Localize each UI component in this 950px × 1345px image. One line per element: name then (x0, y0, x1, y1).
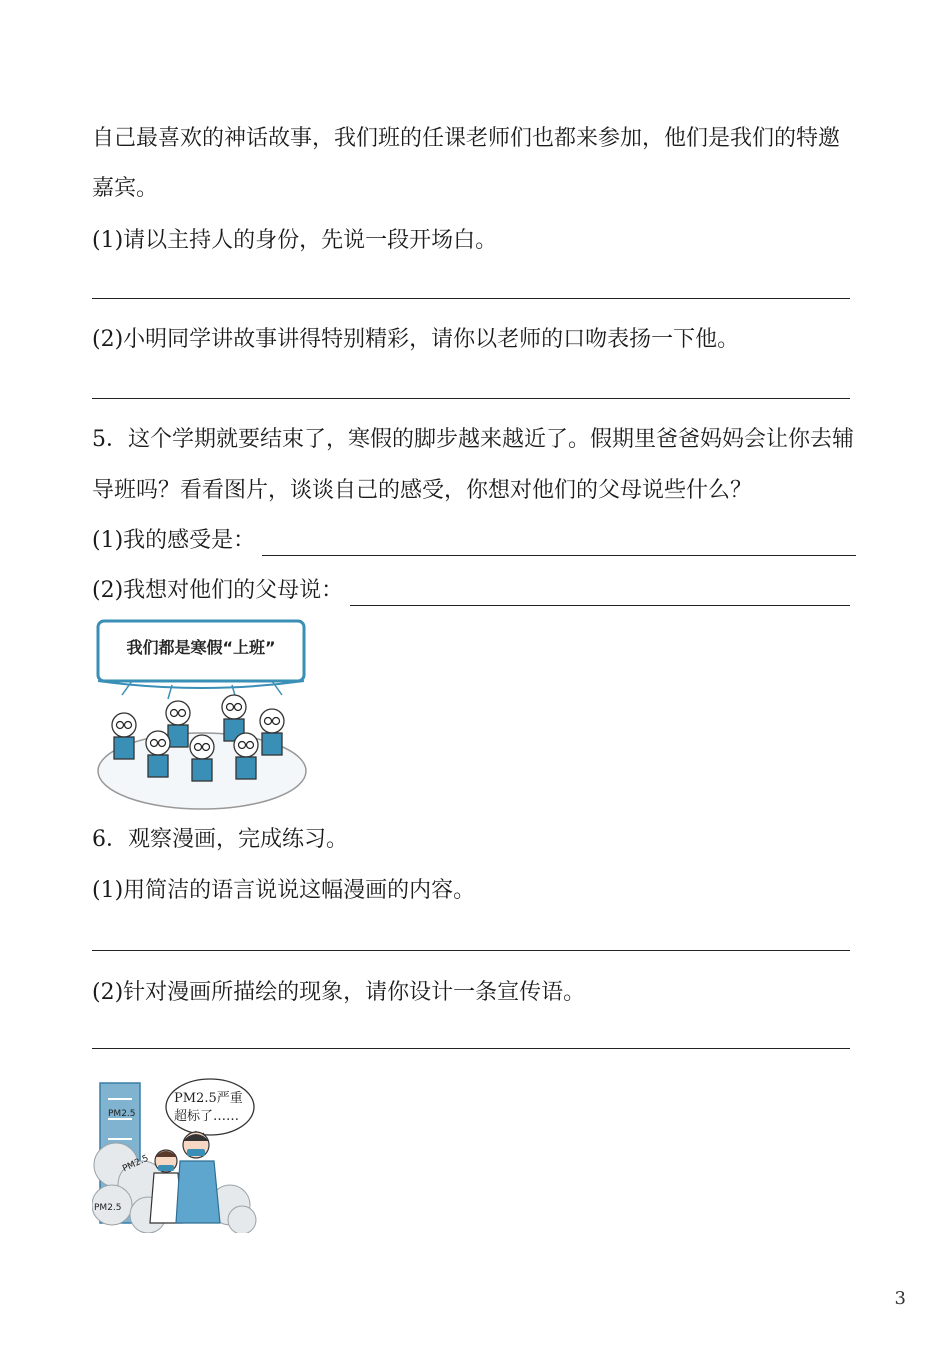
q5-sub1 (92, 526, 856, 556)
q6-title: 6．观察漫画，完成练习。 (92, 827, 348, 852)
pm-label-bottom: PM2.5 (94, 1203, 122, 1213)
q5-sub1-answer-line[interactable] (262, 529, 856, 556)
q6-sub2-prompt: (2)针对漫画所描绘的现象，请你设计一条宣传语。 (92, 980, 586, 1005)
q6-sub1-answer-line[interactable] (92, 950, 850, 951)
speech-bubble-line-2: 超标了…… (174, 1109, 240, 1124)
intro-line-2: 嘉宾。 (92, 176, 159, 201)
q4-sub2-answer-line[interactable] (92, 398, 850, 399)
q6-sub1-prompt: (1)用简洁的语言说说这幅漫画的内容。 (92, 878, 476, 903)
q4-sub1-answer-line[interactable] (92, 298, 850, 299)
intro-line-1: 自己最喜欢的神话故事，我们班的任课老师们也都来参加，他们是我们的特邀 (92, 126, 841, 151)
q5-sub1-prompt: (1)我的感受是： (92, 528, 256, 553)
classroom-cartoon (92, 615, 314, 811)
pm-label-building: PM2.5 (108, 1109, 136, 1119)
speech-bubble-line-1: PM2.5严重 (174, 1091, 243, 1106)
q5-line-2: 导班吗？看看图片，谈谈自己的感受，你想对他们的父母说些什么？ (92, 478, 753, 503)
q5-line-1: 5．这个学期就要结束了，寒假的脚步越来越近了。假期里爸爸妈妈会让你去辅 (92, 427, 854, 452)
cartoon-banner-text: 我们都是寒假“上班” (126, 638, 276, 657)
q5-sub2-prompt: (2)我想对他们的父母说： (92, 578, 344, 603)
smog-cartoon (92, 1075, 258, 1233)
pm-label-cloud: PM2.5 (121, 1153, 151, 1175)
q5-sub2 (92, 576, 850, 606)
q4-sub1-prompt: (1)请以主持人的身份，先说一段开场白。 (92, 228, 498, 253)
q4-sub2-prompt: (2)小明同学讲故事讲得特别精彩，请你以老师的口吻表扬一下他。 (92, 327, 740, 352)
page-number: 3 (894, 1288, 906, 1309)
q5-sub2-answer-line[interactable] (350, 579, 850, 606)
q6-sub2-answer-line[interactable] (92, 1048, 850, 1049)
